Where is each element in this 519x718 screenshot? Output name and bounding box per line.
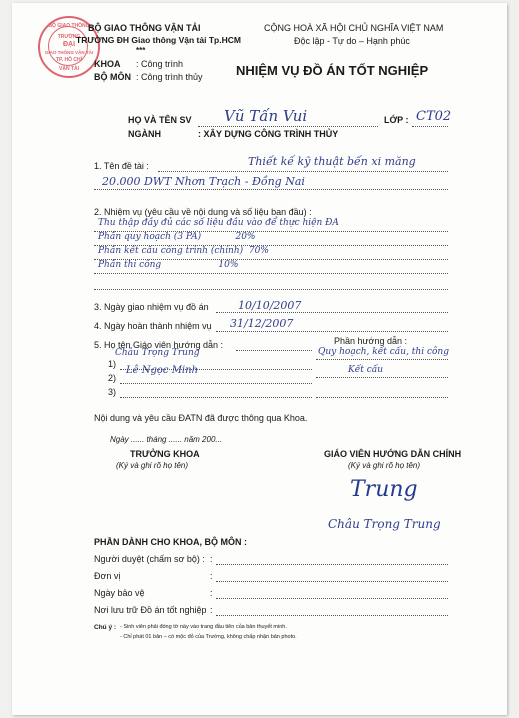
department-value: : Công trình thủy — [136, 72, 203, 82]
advisor-1-part: Quy hoạch, kết cấu, thi công — [318, 347, 449, 357]
advisor-3-number: 3) — [108, 387, 117, 397]
topic-line-1: Thiết kế kỹ thuật bến xi măng — [248, 155, 416, 168]
advisor-signature: Trung — [350, 477, 418, 502]
faculty-section-title: PHẦN DÀNH CHO KHOA, BỘ MÔN : — [94, 537, 247, 547]
archive-label: Nơi lưu trữ Đồ án tốt nghiệp — [94, 605, 207, 615]
finish-date-label: 4. Ngày hoàn thành nhiệm vụ — [94, 321, 212, 331]
reviewer-label: Người duyệt (chấm sơ bộ) : — [94, 554, 205, 564]
advisor-signed-name: Châu Trọng Trung — [328, 517, 441, 531]
task-line-4: Phần thi công 10% — [98, 260, 239, 270]
university-name: TRƯỜNG ĐH Giao thông Vận tải Tp.HCM — [76, 35, 241, 45]
note-label: Chú ý : — [94, 624, 117, 631]
task-line-1: Thu thập đầy đủ các số liệu đầu vào để thực hiện ĐA — [98, 218, 339, 228]
class-value: CT02 — [416, 109, 452, 124]
task-line-2: Phần quy hoạch (3 PA) 20% — [98, 232, 256, 242]
advisor-part-label: Phần hướng dẫn : — [334, 336, 407, 346]
reviewer-colon: : — [210, 554, 213, 564]
republic-heading: CỘNG HOÀ XÃ HỘI CHỦ NGHĨA VIỆT NAM — [264, 23, 444, 33]
assign-date-label: 3. Ngày giao nhiệm vụ đồ án — [94, 302, 209, 312]
head-of-faculty-title: TRƯỞNG KHOA — [130, 449, 200, 459]
class-label: LỚP : — [384, 115, 409, 125]
stamp-text: TRƯỜNG — [57, 34, 81, 40]
unit-label: Đơn vị — [94, 571, 121, 581]
student-name-value: Vũ Tấn Vui — [224, 107, 308, 125]
student-name-label: HỌ VÀ TÊN SV — [128, 115, 192, 125]
motto: Độc lập - Tự do – Hạnh phúc — [294, 36, 410, 46]
department-label: BỘ MÔN — [94, 72, 131, 82]
archive-colon: : — [210, 605, 213, 615]
note-line-1: - Sinh viên phải đóng tờ này vào trang đầu tiên của bản thuyết minh. — [120, 624, 287, 630]
ministry-name: BỘ GIAO THÔNG VẬN TẢI — [88, 23, 201, 33]
advisor-1-number: 1) — [108, 359, 117, 369]
advisor-1-name: Châu Trọng Trung — [115, 348, 200, 358]
document-page — [12, 3, 507, 715]
stamp-text: BỘ GIAO THÔNG — [48, 23, 90, 29]
main-advisor-title: GIÁO VIÊN HƯỚNG DẪN CHÍNH — [324, 449, 462, 459]
approval-note: Nội dung và yêu cầu ĐATN đã được thông qua Khoa. — [94, 413, 308, 423]
stamp-text: GIAO THÔNG VẬN TẢI — [44, 50, 94, 55]
stamp-text: ĐẠI — [62, 41, 76, 48]
defense-date-colon: : — [210, 588, 213, 598]
task-line-3: Phần kết cấu công trình (chính) 70% — [98, 246, 269, 256]
major-value: : XÂY DỰNG CÔNG TRÌNH THỦY — [198, 129, 339, 139]
date-line: Ngày ...... tháng ...... năm 200... — [110, 435, 223, 444]
header-stars: *** — [136, 46, 146, 55]
main-advisor-note: (Ký và ghi rõ họ tên) — [348, 461, 421, 470]
faculty-label: KHOA — [94, 59, 121, 69]
advisor-label: 5. Họ tên Giáo viên hướng dẫn : — [94, 340, 224, 350]
topic-line-2: 20.000 DWT Nhơn Trạch - Đồng Nai — [102, 175, 305, 188]
faculty-value: : Công trình — [136, 59, 184, 69]
stamp-text: VẬN TẢI — [59, 66, 79, 72]
finish-date-value: 31/12/2007 — [230, 317, 294, 330]
assign-date-value: 10/10/2007 — [238, 299, 302, 312]
unit-colon: : — [210, 571, 213, 581]
advisor-2-number: 2) — [108, 373, 117, 383]
topic-label: 1. Tên đề tài : — [94, 161, 149, 171]
advisor-2-name: Lê Ngọc Minh — [126, 365, 199, 376]
note-line-2: - Chỉ phát 01 bản – có mộc đỏ của Trường, không chấp nhận bản photo. — [120, 634, 297, 640]
major-label: NGÀNH — [128, 129, 161, 139]
defense-date-label: Ngày bảo vệ — [94, 588, 145, 598]
task-label: 2. Nhiệm vụ (yêu cầu về nội dung và số liệu ban đầu) : — [94, 207, 312, 217]
advisor-2-part: Kết cấu — [348, 365, 384, 375]
head-of-faculty-note: (Ký và ghi rõ họ tên) — [116, 461, 189, 470]
stamp-text: TP. HỒ CHÍ — [55, 57, 83, 63]
document-title: NHIỆM VỤ ĐỒ ÁN TỐT NGHIỆP — [236, 63, 429, 78]
